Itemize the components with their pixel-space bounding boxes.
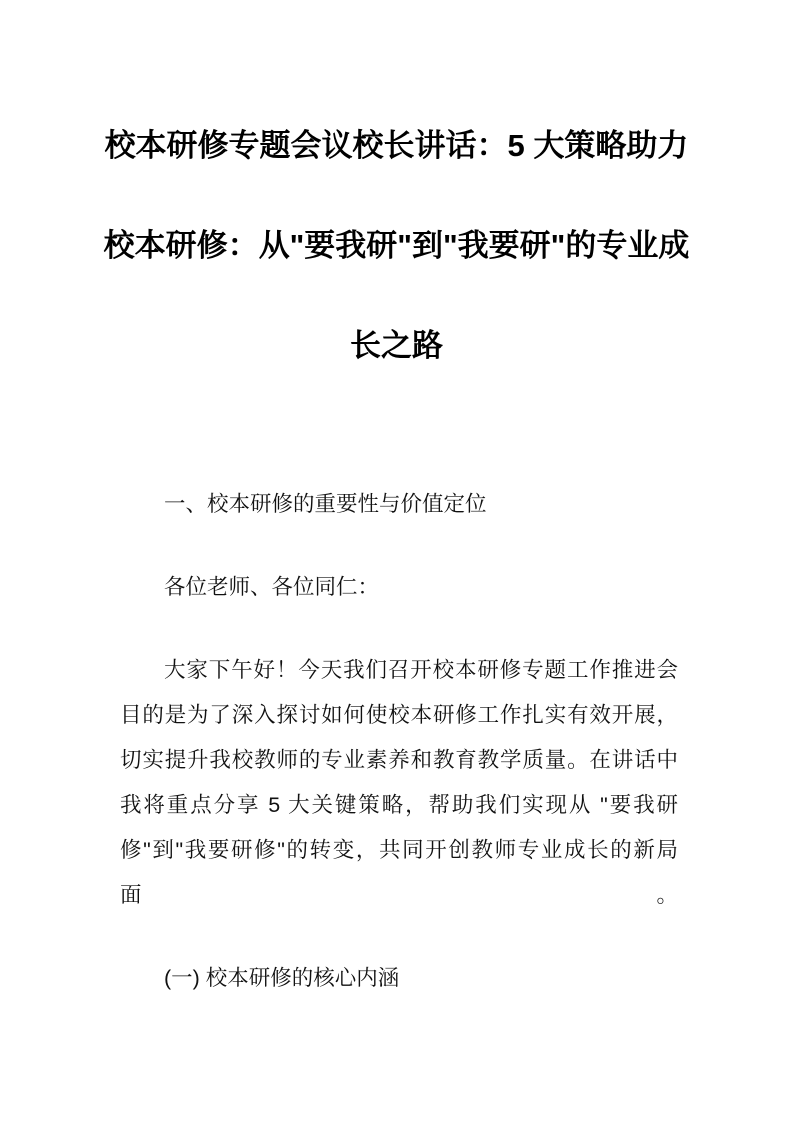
section-heading: 一、校本研修的重要性与价值定位 — [164, 492, 487, 516]
document-title — [0, 0, 793, 396]
paragraph — [120, 648, 678, 918]
title-line-2: 校本研修：从"要我研"到"我要研"的专业成 — [103, 228, 690, 263]
paragraph-line-2: 目的是为了深入探讨如何使校本研修工作扎实有效开展， — [120, 703, 678, 727]
document-body — [120, 482, 678, 1001]
paragraph-line-4: 我将重点分享 5 大关键策略，帮助我们实现从 "要我研 — [120, 793, 678, 817]
title-line-3: 长之路 — [350, 328, 443, 363]
paragraph-line-1: 大家下午好！今天我们召开校本研修专题工作推进会 — [164, 658, 678, 682]
salutation: 各位老师、各位同仁： — [164, 575, 380, 599]
paragraph-line-5: 修"到"我要研修"的转变，共同开创教师专业成长的新局面。 — [120, 838, 678, 907]
title-line-1: 校本研修专题会议校长讲话：5 大策略助力 — [104, 128, 689, 163]
paragraph-line-3: 切实提升我校教师的专业素养和教育教学质量。在讲话中 — [120, 748, 678, 772]
subsection-heading: (一) 校本研修的核心内涵 — [164, 966, 400, 990]
